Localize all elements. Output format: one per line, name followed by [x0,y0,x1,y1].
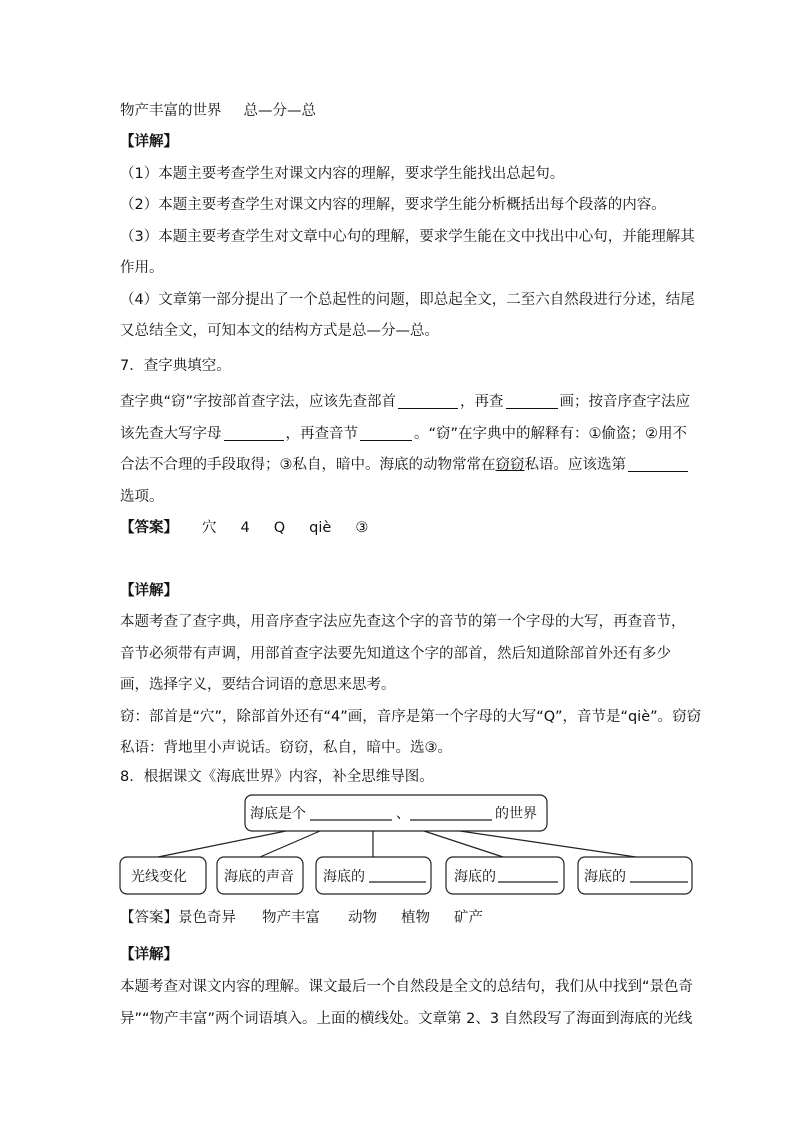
answer-label: 【答案】景色奇异 [120,910,236,926]
detail-paragraph: 窃：部首是“穴”，除部首外还有“4”画，音序是第一个字母的大写“Q”，音节是“qiè”。窃窃 [120,709,702,725]
detail-paragraph: （4）文章第一部分提出了一个总起性的问题，即总起全文，二至六自然段进行分述，结尾 [120,292,695,308]
text-run: 合法不合理的手段取得；③私自，暗中。海底的动物常常在 [120,457,496,473]
detail-paragraph: 音节必须带有声调，用部首查字法要先知道这个字的部首，然后知道除部首外还有多少 [120,646,671,662]
detail-paragraph: 本题考查对课文内容的理解。课文最后一个自然段是全文的总结句，我们从中找到“景色奇 [120,979,694,995]
text-run: 。“窃”在字典中的解释有：①偷盗；②用不 [414,426,688,442]
mindmap-node-label: 海底的 [323,869,365,885]
detail-paragraph: 又总结全文，可知本文的结构方式是总—分—总。 [120,323,439,339]
answer-item: 物产丰富 [262,910,320,926]
detail-paragraph: （1）本题主要考查学生对课文内容的理解，要求学生能找出总起句。 [120,166,565,182]
mindmap-node-label: 光线变化 [131,869,187,885]
mindmap-root-separator: 、 [396,806,410,822]
answer-item: 穴 [202,520,217,536]
answer-item: Q [273,520,286,536]
answer-8 [120,908,483,928]
answer-label: 【答案】 [120,520,178,536]
question-7-title: 7．查字典填空。 [120,358,231,374]
detail-heading: 【详解】 [120,134,178,150]
mindmap-node-label: 海底的 [454,869,496,885]
answer-item: 动物 [348,910,377,926]
detail-paragraph: （2）本题主要考查学生对课文内容的理解，要求学生能分析概括出每个段落的内容。 [120,197,666,213]
mindmap-root-suffix: 的世界 [495,806,537,822]
answer-item: 4 [240,520,250,536]
answer-item: ③ [355,520,369,536]
detail-paragraph: 私语：背地里小声说话。窃窃，私自，暗中。选③。 [120,740,452,756]
text-run: 查字典“窃”字按部首查字法，应该先查部首 [120,394,397,410]
mindmap-node-label: 海底的声音 [224,869,294,885]
detail-paragraph: （3）本题主要考查学生对文章中心句的理解，要求学生能在文中找出中心句，并能理解其 [120,229,695,245]
answer-text: 物产丰富的世界 [120,103,222,119]
text-run: ，再查音节 [285,426,358,442]
detail-heading: 【详解】 [120,947,178,963]
detail-heading: 【详解】 [120,583,178,599]
answer-item: 植物 [401,910,430,926]
text-run: 该先查大写字母 [120,426,222,442]
question-7-body: 选项。 [120,489,164,505]
detail-paragraph: 本题考查了查字典，用音序查字法应先查这个字的音节的第一个字母的大写，再查音节， [120,614,686,630]
text-run: 画；按音序查字法应 [559,394,691,410]
question-8-title: 8．根据课文《海底世界》内容，补全思维导图。 [120,769,434,785]
mindmap-node-label: 海底的 [584,869,626,885]
detail-paragraph: 画，选择字义，要结合词语的意思来思考。 [120,677,396,693]
answer-item: 矿产 [454,910,483,926]
detail-paragraph: 作用。 [120,260,164,276]
underlined-word: 窃窃 [495,457,525,473]
mindmap-root-label: 海底是个 [250,806,306,822]
answer-structure: 总—分—总 [243,103,316,119]
text-run: ，再查 [460,394,504,410]
text-run: 私语。应该选第 [524,457,626,473]
detail-paragraph: 异”“物产丰富”两个词语填入。上面的横线处。文章第 2、3 自然段写了海面到海底的光线 [120,1011,693,1027]
answer-item: qiè [309,520,332,536]
